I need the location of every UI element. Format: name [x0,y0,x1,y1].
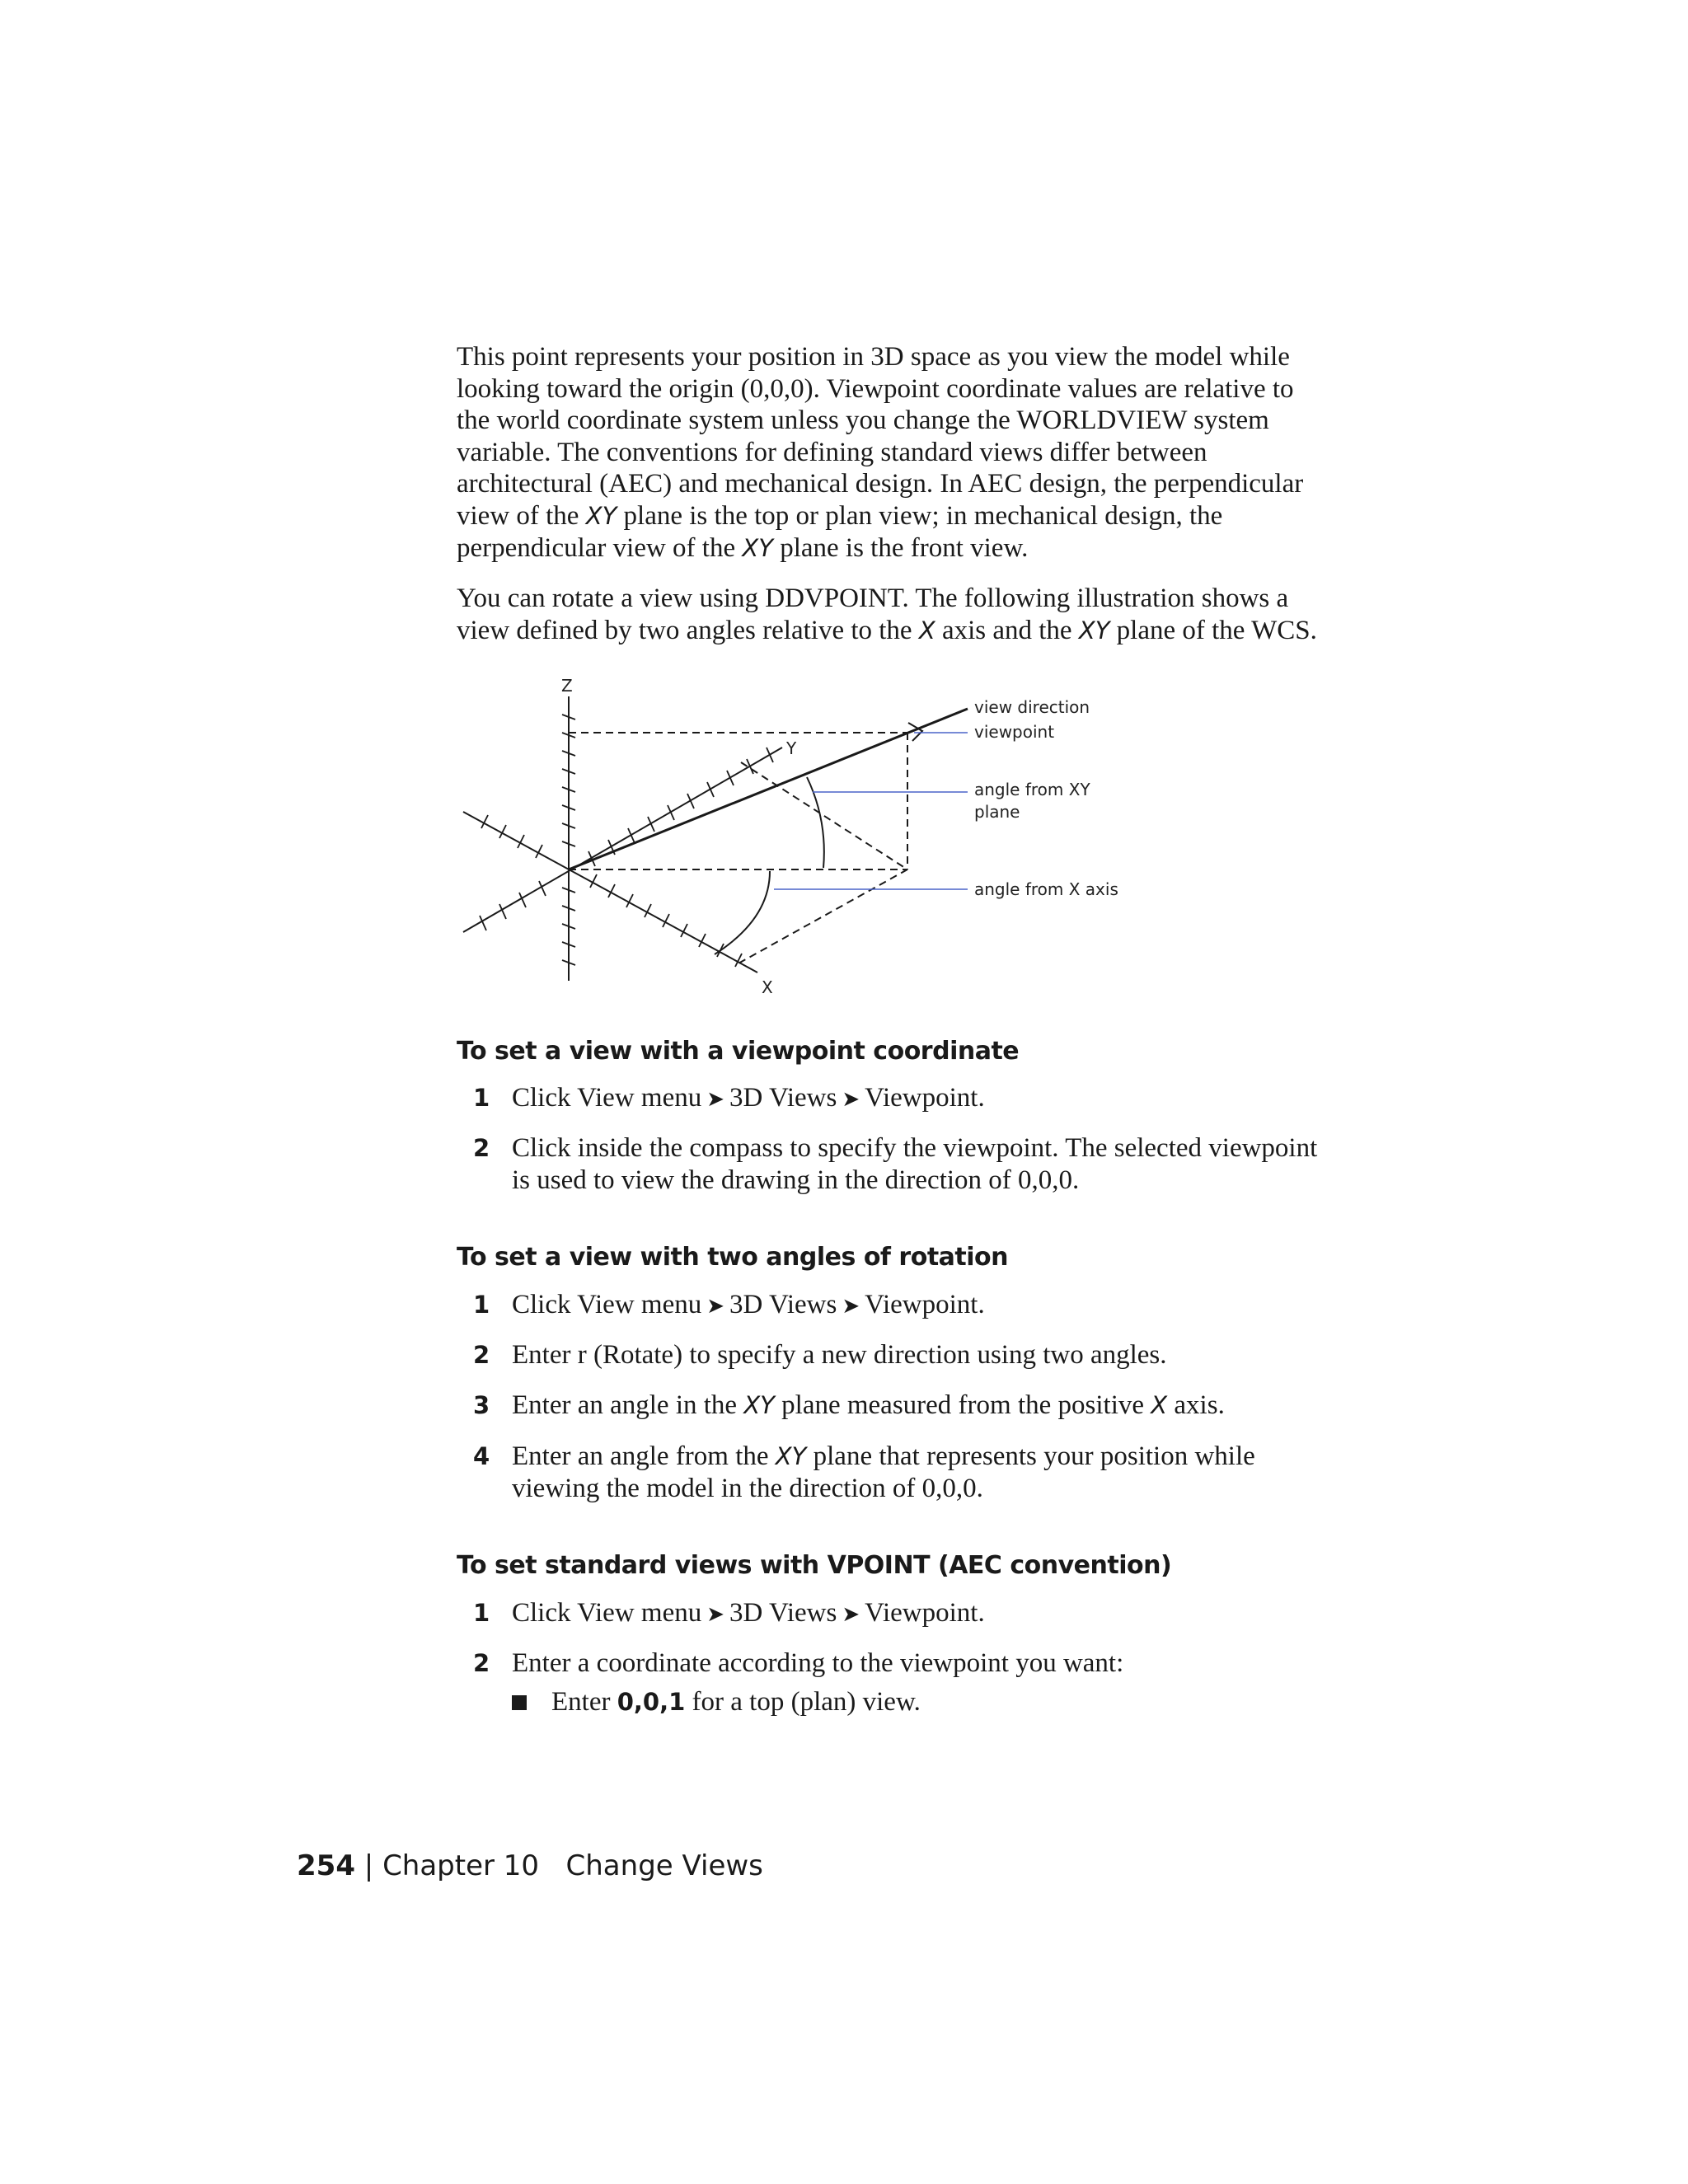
step-number: 1 [473,1599,490,1627]
intro-paragraph-2 [457,583,1347,646]
label-angle-from-x-axis: angle from X axis [974,879,1118,899]
intro-paragraph [457,341,1347,564]
step-text: Click inside the compass to specify the viewpoint. The selected viewpoint is used to view the drawing in the direction of 0,0,0. [512,1133,1318,1195]
axis-label-x: X [762,977,773,997]
step-text: Click View menu ➤ 3D Views ➤ Viewpoint. [512,1290,985,1319]
x-axis-ticks [481,815,742,967]
menu-arrow-icon: ➤ [706,1294,725,1319]
step-text: Enter an angle in the XY plane measured from the positive X axis. [512,1390,1225,1420]
step-number: 2 [473,1341,490,1369]
text-line: This point represents your position in 3D space as you view the model while [457,342,1290,372]
step-text: Enter r (Rotate) to specify a new direction using two angles. [512,1340,1167,1370]
step-number: 2 [473,1134,490,1162]
chapter-label: Chapter 10 [382,1849,540,1882]
section-heading: To set a view with two angles of rotation [457,1243,1009,1272]
step-text: Enter an angle from the XY plane that represents your position while viewing the model in the direction of 0,0,0. [512,1441,1255,1503]
text-line: architectural (AEC) and mechanical design. In AEC design, the perpendicular [457,469,1304,499]
text-line: You can rotate a view using DDVPOINT. The following illustration shows a [457,583,1289,613]
text-line: looking toward the origin (0,0,0). Viewpoint coordinate values are relative to [457,373,1294,404]
y-axis-ticks [480,748,773,930]
section-heading: To set a view with a viewpoint coordinate [457,1037,1020,1066]
page-number: 254 [297,1849,355,1882]
label-viewpoint: viewpoint [974,722,1055,742]
text-line: view of the XY plane is the top or plan view; in mechanical design, the [457,500,1223,531]
menu-arrow-icon: ➤ [842,1087,860,1112]
text-line: variable. The conventions for defining standard views differ between [457,437,1207,467]
step-text: Click View menu ➤ 3D Views ➤ Viewpoint. [512,1598,985,1628]
leader-lines [774,733,968,889]
menu-arrow-icon: ➤ [842,1294,860,1319]
label-angle-from-xy-2: plane [974,802,1020,822]
step-text: Click View menu ➤ 3D Views ➤ Viewpoint. [512,1083,985,1113]
bullet-text: Enter 0,0,1 for a top (plan) view. [551,1687,921,1717]
text-line: perpendicular view of the XY plane is the front view. [457,532,1029,563]
menu-arrow-icon: ➤ [706,1087,725,1112]
label-angle-from-xy: angle from XY [974,780,1090,799]
axis-label-z: Z [561,676,573,696]
step-number: 1 [473,1291,490,1319]
page-footer [297,1849,763,1882]
chapter-title: Change Views [565,1849,763,1882]
section-heading: To set standard views with VPOINT (AEC convention) [457,1551,1172,1580]
viewpoint-diagram [457,672,1132,1001]
step-number: 1 [473,1084,490,1112]
step-number: 2 [473,1649,490,1677]
step-text: Enter a coordinate according to the viewpoint you want: [512,1648,1124,1678]
text-line: the world coordinate system unless you change the WORLDVIEW system [457,405,1269,436]
menu-arrow-icon: ➤ [706,1602,725,1627]
text-line: view defined by two angles relative to the X axis and the XY plane of the WCS. [457,615,1317,645]
step-number: 3 [473,1391,490,1419]
footer-separator: | [354,1849,383,1882]
y-axis-line [463,748,782,932]
step-number: 4 [473,1442,490,1470]
square-bullet-icon [512,1695,527,1710]
label-view-direction: view direction [974,697,1090,717]
axis-label-y: Y [786,738,797,758]
menu-arrow-icon: ➤ [842,1602,860,1627]
